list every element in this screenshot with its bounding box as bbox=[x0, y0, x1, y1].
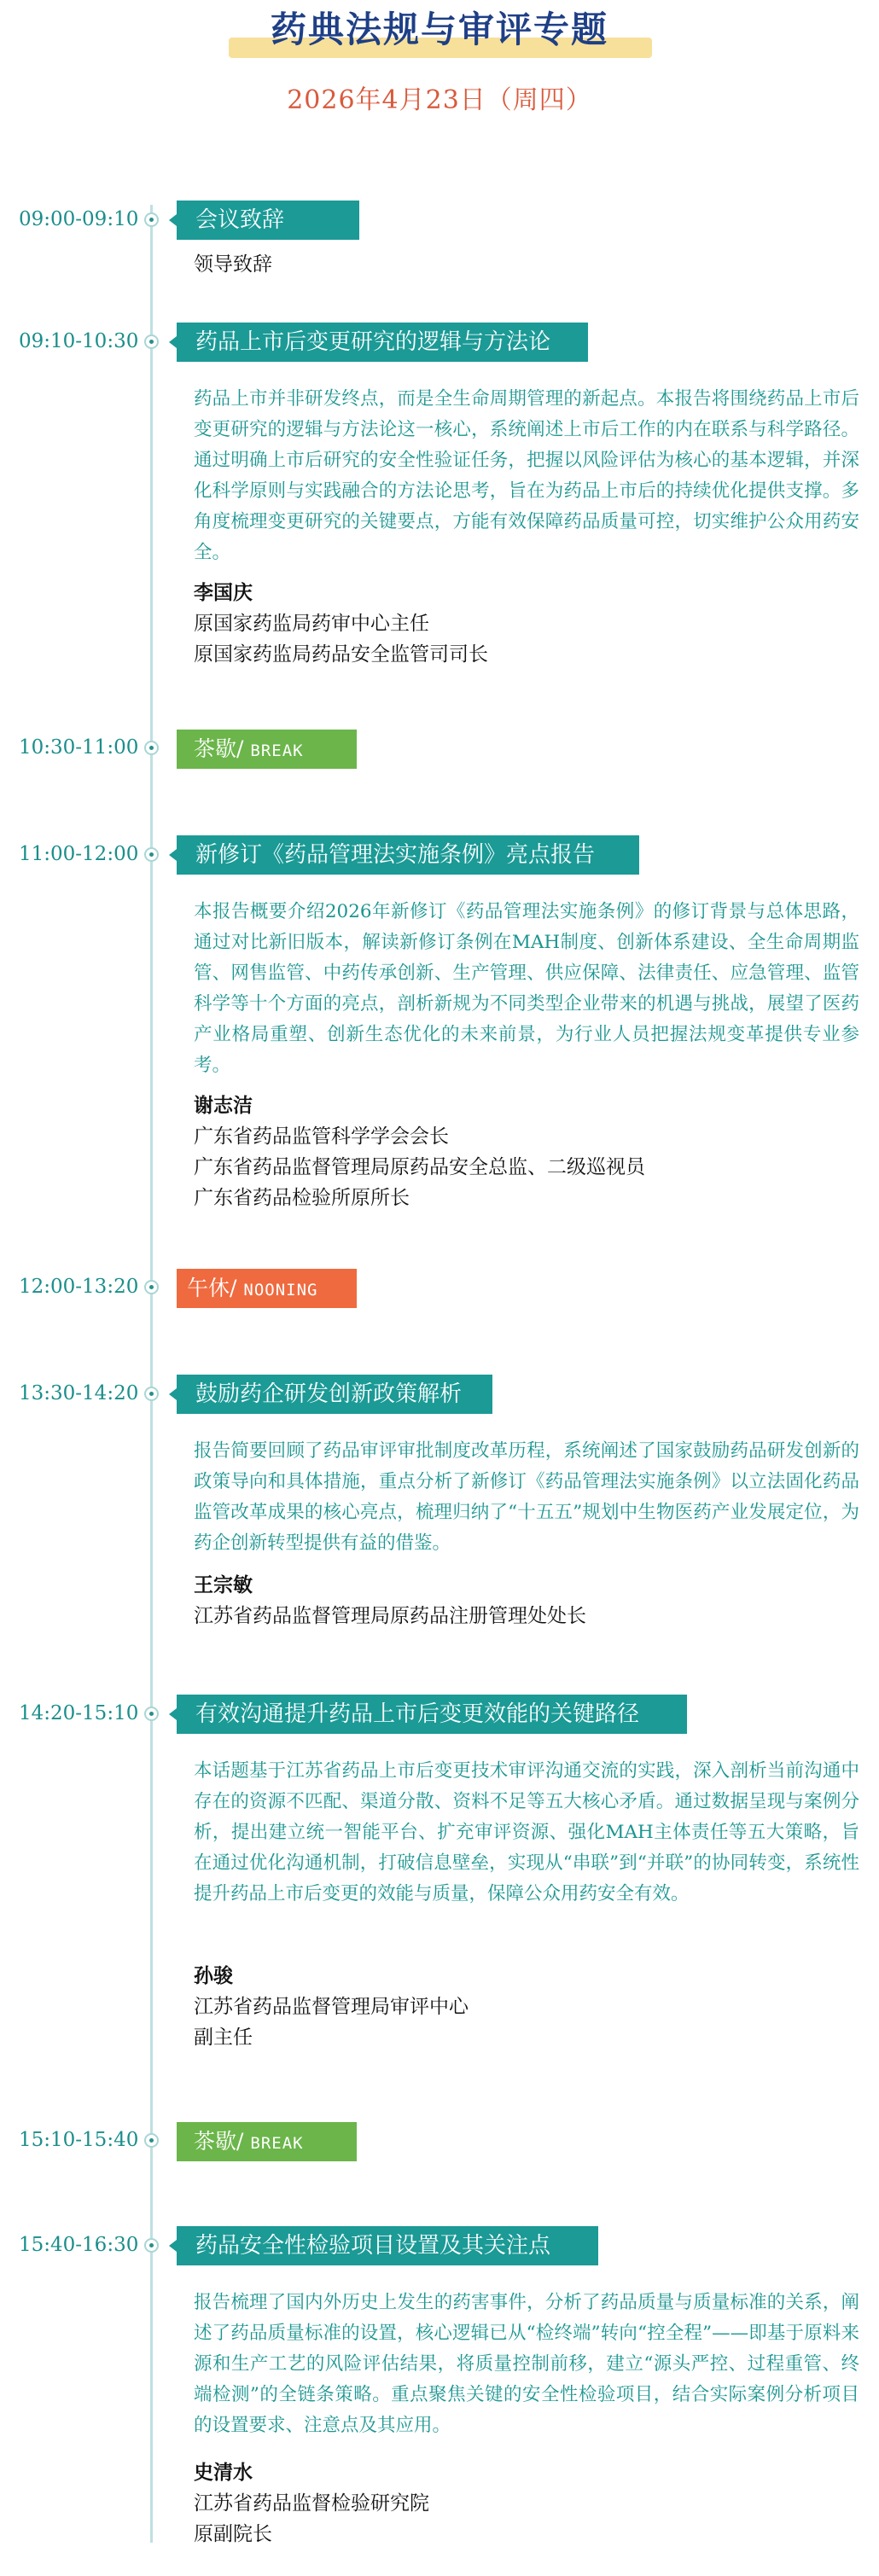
session-title-banner: 药品上市后变更研究的逻辑与方法论 bbox=[177, 323, 588, 362]
timeline-dot bbox=[144, 847, 159, 862]
speaker-affiliation: 江苏省药品监督管理局审评中心 bbox=[194, 1996, 469, 2018]
break-label: 茶歇/ bbox=[194, 2129, 251, 2154]
break-label-en: BREAK bbox=[250, 741, 304, 760]
time-label: 15:40-16:30 bbox=[19, 2234, 139, 2256]
speaker-affiliation: 领导致辞 bbox=[194, 253, 272, 276]
timeline-dot bbox=[144, 2133, 159, 2148]
time-label: 11:00-12:00 bbox=[19, 843, 139, 865]
timeline-dot bbox=[144, 1707, 159, 1721]
speaker-affiliation: 广东省药品检验所原所长 bbox=[194, 1187, 410, 1209]
speaker-affiliation: 江苏省药品监督检验研究院 bbox=[194, 2492, 429, 2515]
speaker-name: 王宗敏 bbox=[194, 1573, 253, 1596]
break-label-en: BREAK bbox=[250, 2134, 304, 2153]
session-description: 本话题基于江苏省药品上市后变更技术审评沟通交流的实践，深入剖析当前沟通中存在的资源不匹配、渠道分散、资料不足等五大核心矛盾。通过数据呈现与案例分析，提出建立统一智能平台、扩充审评资源、强化MAH主体责任等五大策略，旨在通过优化沟通机制，打破信息壁垒，实现从“串联”到“并联”的协同转变，系统性提升药品上市后变更的效能与质量，保障公众用药安全有效。 bbox=[194, 1760, 859, 1904]
session-description: 报告简要回顾了药品审评审批制度改革历程，系统阐述了国家鼓励药品研发创新的政策导向和具体措施，重点分析了新修订《药品管理法实施条例》以立法固化药品监管改革成果的核心亮点，梳理归纳了“十五五”规划中生物医药产业发展定位，为药企创新转型提供有益的借鉴。 bbox=[194, 1440, 859, 1554]
session-title-banner: 会议致辞 bbox=[177, 201, 359, 240]
break-label: 茶歇/ bbox=[194, 736, 251, 761]
banner-pointer bbox=[169, 849, 177, 861]
timeline-line bbox=[150, 205, 153, 2543]
break-banner bbox=[177, 730, 357, 769]
banner-pointer bbox=[169, 214, 177, 226]
banner-pointer bbox=[169, 1708, 177, 1720]
speaker-info bbox=[194, 1961, 859, 2053]
lunch-label: 午休/ bbox=[187, 1276, 244, 1300]
speaker-name: 谢志洁 bbox=[194, 1094, 253, 1117]
banner-pointer bbox=[169, 2240, 177, 2252]
speaker-affiliation: 广东省药品监管科学学会会长 bbox=[194, 1125, 449, 1148]
timeline-dot bbox=[144, 212, 159, 227]
lunch-label-en: NOONING bbox=[243, 1281, 318, 1300]
lunch-banner bbox=[177, 1269, 357, 1308]
speaker-affiliation: 原副院长 bbox=[194, 2523, 272, 2545]
speaker-name: 孙骏 bbox=[194, 1964, 233, 1987]
time-label: 10:30-11:00 bbox=[19, 736, 139, 759]
timeline-dot bbox=[144, 1387, 159, 1401]
session-description: 药品上市并非研发终点，而是全生命周期管理的新起点。本报告将围绕药品上市后变更研究的逻辑与方法论这一核心，系统阐述上市后工作的内在联系与科学路径。通过明确上市后研究的安全性验证任务，把握以风险评估为核心的基本逻辑，并深化科学原则与实践融合的方法论思考，旨在为药品上市后的持续优化提供支撑。多角度梳理变更研究的关键要点，方能有效保障药品质量可控，切实维护公众用药安全。 bbox=[194, 388, 859, 563]
speaker-name: 史清水 bbox=[194, 2461, 253, 2484]
time-label: 09:00-09:10 bbox=[19, 208, 139, 230]
speaker-name: 李国庆 bbox=[194, 581, 253, 604]
speaker-info bbox=[194, 1570, 859, 1631]
session-title-banner: 药品安全性检验项目设置及其关注点 bbox=[177, 2226, 598, 2265]
speaker-info bbox=[194, 249, 859, 280]
time-label: 14:20-15:10 bbox=[19, 1702, 139, 1724]
time-label: 13:30-14:20 bbox=[19, 1382, 139, 1404]
break-banner bbox=[177, 2122, 357, 2161]
session-title-banner: 鼓励药企研发创新政策解析 bbox=[177, 1375, 492, 1414]
speaker-affiliation: 江苏省药品监督管理局原药品注册管理处处长 bbox=[194, 1605, 586, 1627]
time-label: 12:00-13:20 bbox=[19, 1276, 139, 1298]
speaker-info bbox=[194, 578, 859, 670]
timeline-dot bbox=[144, 2238, 159, 2253]
timeline-dot bbox=[144, 1280, 159, 1294]
session-description: 报告梳理了国内外历史上发生的药害事件，分析了药品质量与质量标准的关系，阐述了药品质量标准的设置，核心逻辑已从“检终端”转向“控全程”——即基于原料来源和生产工艺的风险评估结果，将质量控制前移，建立“源头严控、过程重管、终端检测”的全链条策略。重点聚焦关键的安全性检验项目，结合实际案例分析项目的设置要求、注意点及其应用。 bbox=[194, 2292, 859, 2436]
session-title-banner: 有效沟通提升药品上市后变更效能的关键路径 bbox=[177, 1695, 687, 1734]
time-label: 09:10-10:30 bbox=[19, 330, 139, 352]
session-title-banner: 新修订《药品管理法实施条例》亮点报告 bbox=[177, 835, 639, 875]
speaker-affiliation: 原国家药监局药审中心主任 bbox=[194, 613, 429, 635]
speaker-affiliation: 原国家药监局药品安全监管司司长 bbox=[194, 643, 488, 666]
event-date: 2026年4月23日（周四） bbox=[287, 85, 592, 115]
time-label: 15:10-15:40 bbox=[19, 2129, 139, 2151]
speaker-affiliation: 广东省药品监督管理局原药品安全总监、二级巡视员 bbox=[194, 1156, 645, 1178]
banner-pointer bbox=[169, 1388, 177, 1400]
page-title: 药典法规与审评专题 bbox=[270, 9, 608, 50]
session-description: 本报告概要介绍2026年新修订《药品管理法实施条例》的修订背景与总体思路，通过对比新旧版本，解读新修订条例在MAH制度、创新体系建设、全生命周期监管、网售监管、中药传承创新、生产管理、供应保障、法律责任、应急管理、监管科学等十个方面的亮点，剖析新规为不同类型企业带来的机遇与挑战，展望了医药产业格局重塑、创新生态优化的未来前景，为行业人员把握法规变革提供专业参考。 bbox=[194, 901, 859, 1076]
timeline-dot bbox=[144, 334, 159, 349]
speaker-info bbox=[194, 2457, 859, 2550]
timeline-dot bbox=[144, 741, 159, 755]
banner-pointer bbox=[169, 336, 177, 348]
speaker-info bbox=[194, 1090, 859, 1213]
speaker-affiliation: 副主任 bbox=[194, 2026, 253, 2049]
